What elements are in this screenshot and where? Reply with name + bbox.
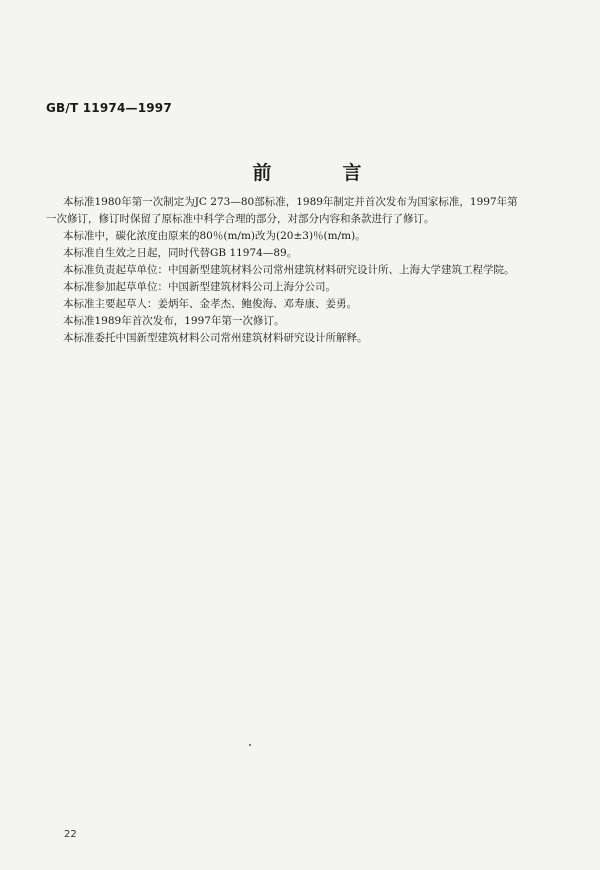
paragraph-history-line2: 一次修订，修订时保留了原标准中科学合理的部分，对部分内容和条款进行了修订。 bbox=[46, 213, 435, 225]
page-title: 前 言 bbox=[252, 162, 388, 184]
foreword-body bbox=[46, 194, 553, 347]
paragraph-concentration: 本标准中，碳化浓度由原来的80％(m/m)改为(20±3)％(m/m)。 bbox=[63, 230, 366, 242]
paragraph-responsible-units: 本标准负责起草单位：中国新型建筑材料公司常州建筑材料研究设计所、上海大学建筑工程学院。 bbox=[63, 264, 515, 276]
scan-speck bbox=[249, 744, 251, 746]
page-number: 22 bbox=[64, 829, 77, 840]
paragraph-history bbox=[46, 194, 553, 228]
paragraph-history-line1: 本标准1980年第一次制定为JC 273—80部标准，1989年制定并首次发布为国家标准，1997年第 bbox=[63, 196, 518, 208]
paragraph-replacement: 本标准自生效之日起，同时代替GB 11974—89。 bbox=[63, 247, 298, 259]
paragraph-interpretation: 本标准委托中国新型建筑材料公司常州建筑材料研究设计所解释。 bbox=[63, 332, 368, 344]
paragraph-participating-units: 本标准参加起草单位：中国新型建筑材料公司上海分公司。 bbox=[63, 281, 336, 293]
paragraph-drafters: 本标准主要起草人：姜炳年、金孝杰、鲍俊海、邓寿康、姜勇。 bbox=[63, 298, 357, 310]
standard-code: GB/T 11974—1997 bbox=[46, 101, 172, 115]
paragraph-publication: 本标准1989年首次发布，1997年第一次修订。 bbox=[63, 315, 285, 327]
